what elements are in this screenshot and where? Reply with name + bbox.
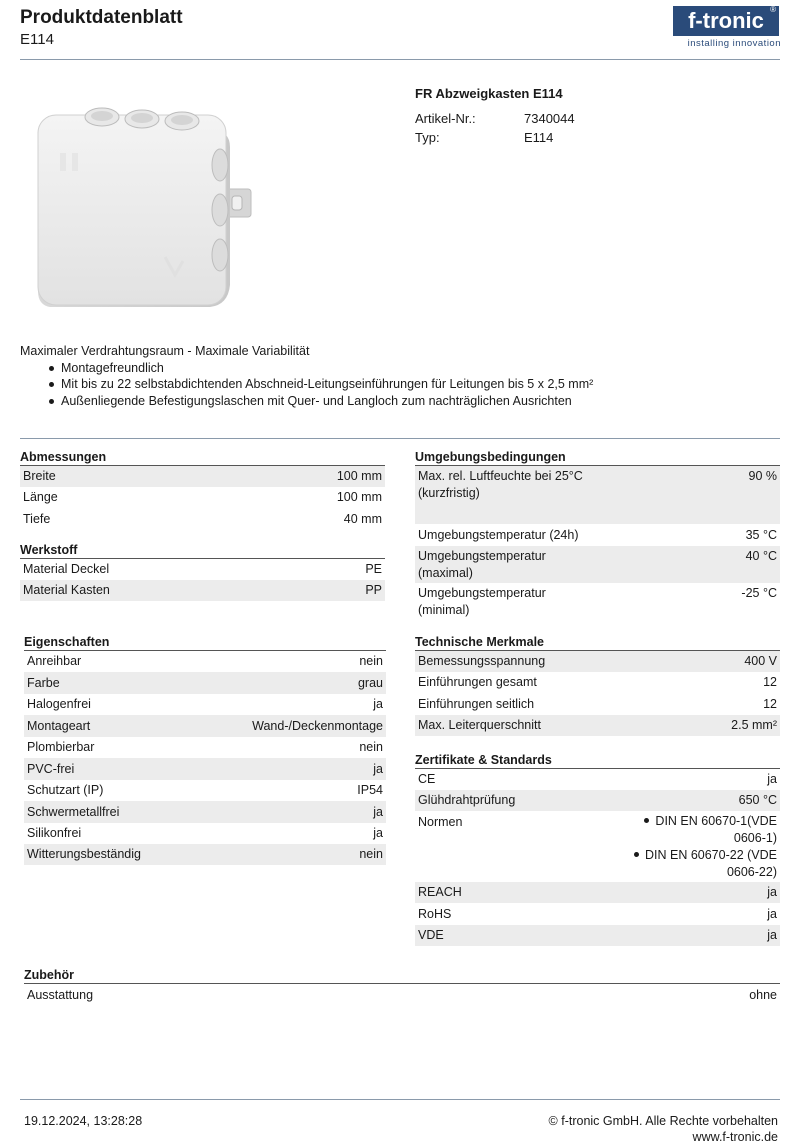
section-eigenschaften [24, 634, 386, 865]
table-row: Material Kasten PP [20, 580, 385, 601]
list-item: DIN EN 60670-22 (VDE [634, 847, 777, 864]
table-row: Glühdrahtprüfung 650 °C [415, 790, 780, 811]
list-item: 0606-22) [726, 865, 777, 879]
section-heading: Abmessungen [20, 449, 385, 466]
table-row: Anreihbar nein [27, 654, 383, 668]
table-row-bg [415, 503, 780, 524]
table-row: Witterungsbeständig nein [24, 844, 386, 865]
description-lead: Maximaler Verdrahtungsraum - Maximale Variabilität [20, 344, 310, 358]
list-item: Montagefreundlich [48, 360, 593, 376]
footer-timestamp: 19.12.2024, 13:28:28 [24, 1114, 143, 1128]
article-number-value: 7340044 [524, 111, 575, 126]
table-row-normen: Normen DIN EN 60670-1(VDE 0606-1) DIN EN 60670-22 (VDE 0606-22) [415, 811, 780, 882]
table-row: PVC-frei ja [24, 758, 386, 780]
table-row: RoHS ja [418, 907, 777, 921]
logo-registered-mark: ® [770, 5, 776, 14]
table-row: Farbe grau [24, 672, 386, 694]
list-item: DIN EN 60670-1(VDE [634, 813, 777, 830]
table-row: VDE ja [415, 925, 780, 946]
section-heading: Technische Merkmale [415, 634, 780, 651]
list-item: Mit bis zu 22 selbstabdichtenden Abschneid-Leitungseinführungen für Leitungen bis 5 x 2,5 mm² [48, 376, 593, 392]
normen-list [634, 811, 777, 882]
footer-divider [20, 1099, 780, 1100]
page-title: Produktdatenblatt [20, 7, 183, 28]
footer-url: www.f-tronic.de [692, 1130, 778, 1144]
table-row: Schutzart (IP) IP54 [27, 783, 383, 797]
table-row: Breite 100 mm [20, 466, 385, 487]
header-divider [20, 59, 780, 60]
section-werkstoff [20, 542, 385, 601]
logo-tagline: installing innovation [687, 38, 781, 49]
footer-copyright: © f-tronic GmbH. Alle Rechte vorbehalten [548, 1114, 778, 1128]
table-row: Schwermetallfrei ja [24, 801, 386, 823]
page-subtitle: E114 [20, 31, 54, 48]
table-row: Umgebungstemperatur (24h) 35 °C [418, 528, 777, 542]
table-row: REACH ja [415, 882, 780, 903]
table-row: Montageart Wand-/Deckenmontage [24, 715, 386, 737]
table-row: Halogenfrei ja [27, 697, 383, 711]
table-row: CE ja [418, 772, 777, 786]
product-name: FR Abzweigkasten E114 [415, 86, 563, 101]
brand-logo [673, 6, 779, 36]
list-item: 0606-1) [733, 831, 777, 845]
section-heading: Werkstoff [20, 542, 385, 559]
table-row: Länge 100 mm [23, 490, 382, 504]
section-heading: Zertifikate & Standards [415, 752, 780, 769]
table-row: Umgebungstemperatur (maximal) 40 °C [415, 546, 780, 583]
table-row: Plombierbar nein [27, 740, 383, 754]
product-image [30, 95, 262, 315]
section-zertifikate [415, 752, 780, 946]
table-row: Einführungen seitlich 12 [415, 693, 780, 715]
section-abmessungen [20, 449, 385, 530]
table-row: Einführungen gesamt 12 [418, 675, 777, 689]
section-heading: Umgebungsbedingungen [415, 449, 780, 466]
section-heading: Zubehör [24, 967, 780, 984]
type-value: E114 [524, 130, 554, 145]
table-row: Max. Leiterquerschnitt 2.5 mm² [415, 715, 780, 736]
table-row: Bemessungsspannung 400 V [415, 651, 780, 672]
table-row: Umgebungstemperatur (minimal) -25 °C [418, 586, 777, 617]
section-divider [20, 438, 780, 439]
table-row: Material Deckel PE [23, 562, 382, 576]
table-row: Max. rel. Luftfeuchte bei 25°C (kurzfristig) 90 % [415, 466, 780, 503]
section-technische-merkmale [415, 634, 780, 736]
table-row: Ausstattung ohne [27, 988, 777, 1002]
table-row: Silikonfrei ja [27, 826, 383, 840]
feature-list [48, 360, 593, 409]
section-heading: Eigenschaften [24, 634, 386, 651]
logo-text: f-tronic [688, 8, 764, 33]
section-zubehoer [24, 967, 780, 1006]
table-row: Tiefe 40 mm [20, 508, 385, 530]
list-item: Außenliegende Befestigungslaschen mit Quer- und Langloch zum nachträglichen Ausrichten [48, 393, 593, 409]
article-number-label: Artikel-Nr.: [415, 111, 476, 126]
type-label: Typ: [415, 130, 440, 145]
section-umgebungsbedingungen [415, 449, 780, 621]
